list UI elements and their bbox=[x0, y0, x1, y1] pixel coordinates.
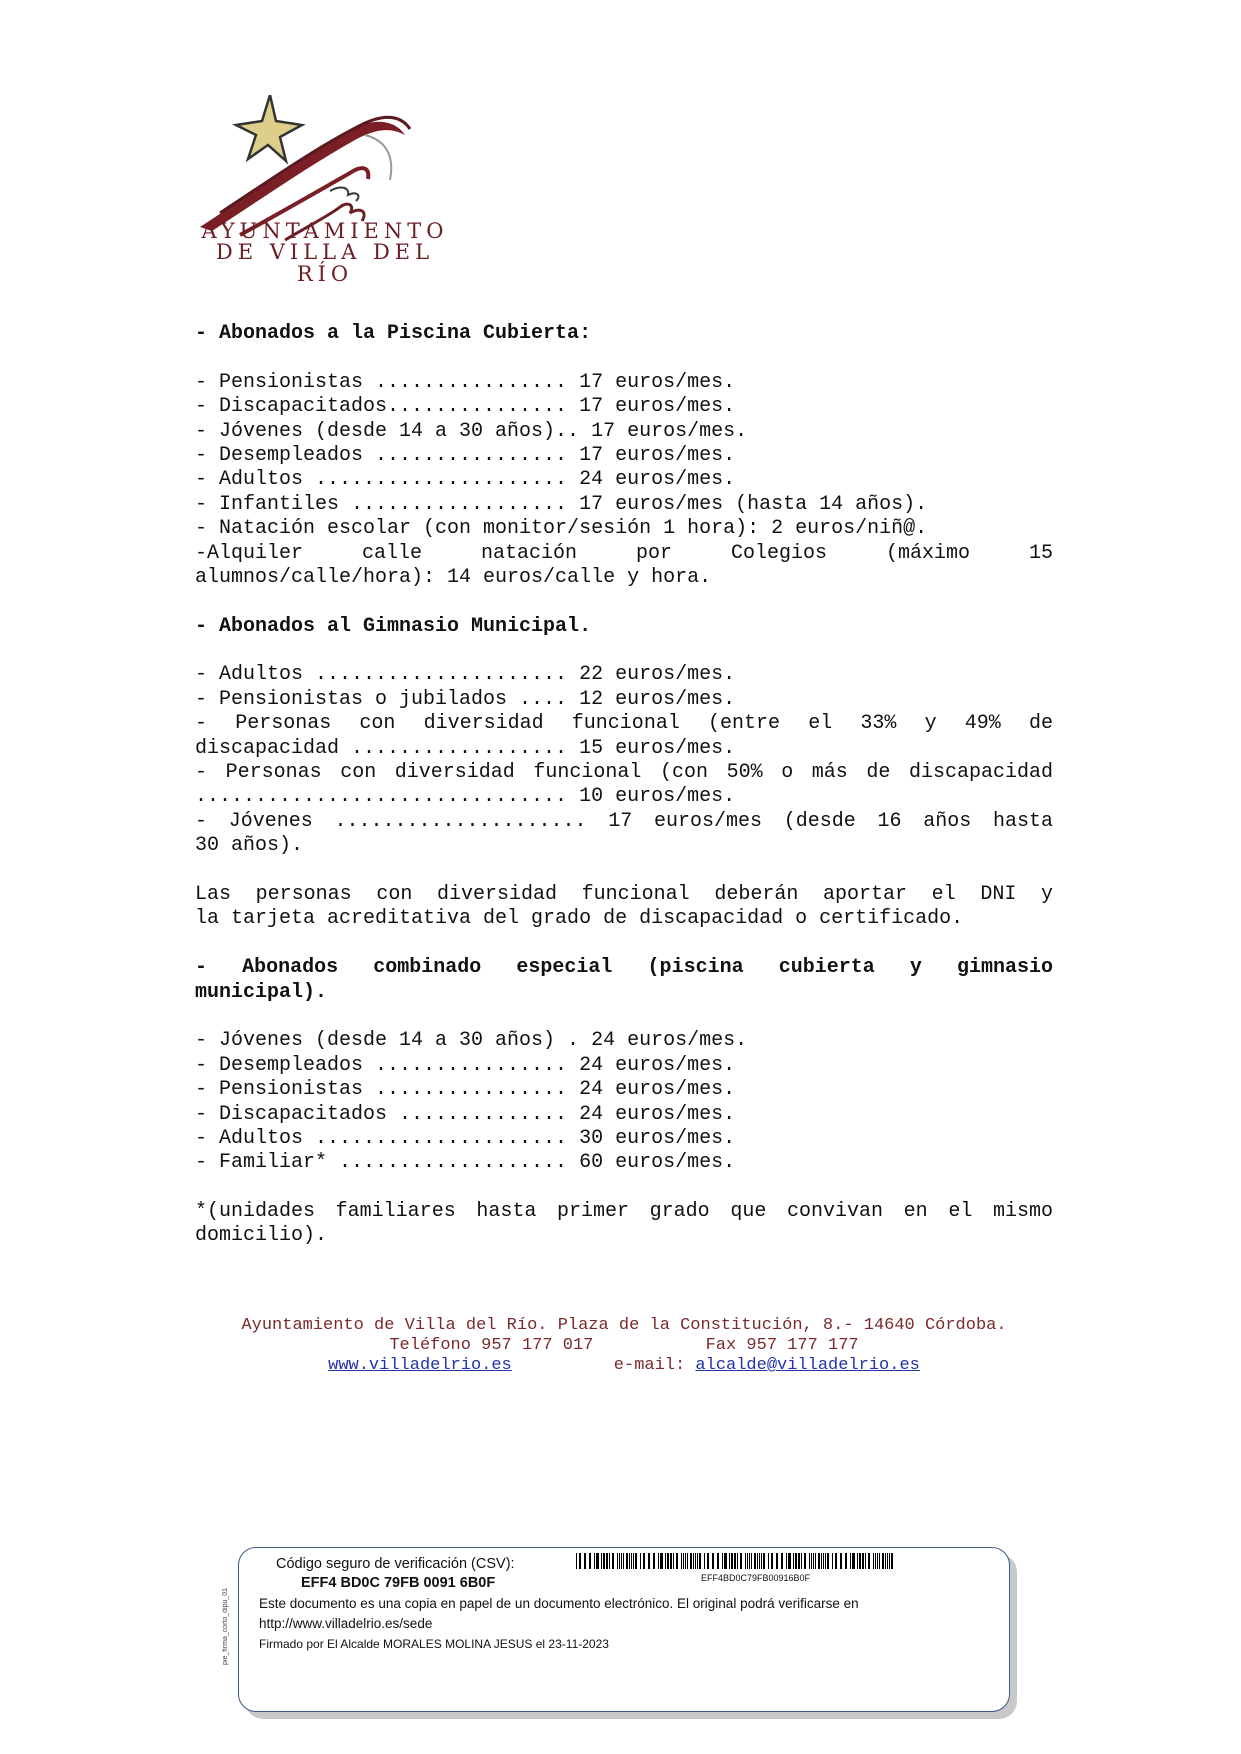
barcode-bar bbox=[712, 1553, 714, 1569]
barcode-bar bbox=[740, 1553, 742, 1569]
barcode-bar bbox=[873, 1553, 874, 1569]
text-line: la tarjeta acreditativa del grado de discapacidad o certificado. bbox=[195, 907, 964, 931]
text-line: domicilio). bbox=[195, 1224, 328, 1248]
barcode-bar bbox=[754, 1553, 756, 1569]
barcode-bar bbox=[788, 1553, 791, 1569]
barcode-bar bbox=[795, 1553, 797, 1569]
email-link[interactable]: alcalde@villadelrio.es bbox=[695, 1356, 920, 1375]
barcode-bar bbox=[835, 1553, 837, 1569]
text-line: discapacidad .................. 15 euros/mes. bbox=[195, 736, 736, 760]
footer-contact-line bbox=[195, 1336, 1053, 1356]
barcode-bar bbox=[643, 1553, 645, 1569]
barcode-bar bbox=[579, 1553, 581, 1569]
blank-line bbox=[195, 590, 1053, 614]
barcode-bar bbox=[761, 1553, 762, 1569]
barcode-bar bbox=[658, 1553, 659, 1569]
barcode-bar bbox=[665, 1553, 666, 1569]
barcode-bar bbox=[717, 1553, 719, 1569]
barcode-bar bbox=[840, 1553, 842, 1569]
csv-code: EFF4 BD0C 79FB 0091 6B0F bbox=[301, 1575, 496, 1591]
barcode-bar bbox=[818, 1553, 820, 1569]
barcode-bar bbox=[707, 1553, 709, 1569]
barcode-bar bbox=[885, 1553, 886, 1569]
barcode-bar bbox=[875, 1553, 876, 1569]
website-link[interactable]: www.villadelrio.es bbox=[328, 1356, 512, 1375]
csv-signed-by: Firmado por El Alcalde MORALES MOLINA JESUS el 23-11-2023 bbox=[259, 1637, 609, 1651]
blank-line bbox=[195, 859, 1053, 883]
barcode-bar bbox=[889, 1553, 890, 1569]
barcode-text: EFF4BD0C79FB00916B0F bbox=[701, 1573, 811, 1583]
barcode-bar bbox=[745, 1553, 746, 1569]
barcode-bar bbox=[827, 1553, 829, 1569]
barcode-bar bbox=[724, 1553, 727, 1569]
barcode-bar bbox=[704, 1553, 705, 1569]
barcode-bar bbox=[882, 1553, 884, 1569]
barcode-bar bbox=[793, 1553, 794, 1569]
text-line: - Discapacitados............... 17 euros/mes. bbox=[195, 395, 736, 419]
barcode-bar bbox=[660, 1553, 663, 1569]
barcode-bar bbox=[852, 1553, 855, 1569]
barcode-bar bbox=[859, 1553, 861, 1569]
document-body bbox=[195, 322, 1053, 1249]
barcode-bar bbox=[603, 1553, 605, 1569]
barcode-bar bbox=[690, 1553, 692, 1569]
csv-notice: Este documento es una copia en papel de un documento electrónico. El original podrá verificarse en bbox=[259, 1596, 859, 1611]
barcode-bar bbox=[751, 1553, 752, 1569]
barcode-bar bbox=[813, 1553, 814, 1569]
logo-text-line1: AYUNTAMIENTO bbox=[201, 219, 449, 243]
text-line: - Abonados combinado especial (piscina cubierta y gimnasio bbox=[195, 956, 1053, 980]
barcode-bar bbox=[606, 1553, 608, 1569]
text-line: - Jóvenes (desde 14 a 30 años).. 17 euros/mes. bbox=[195, 419, 748, 443]
text-line: - Pensionistas ................ 17 euros/mes. bbox=[195, 370, 736, 394]
barcode-bar bbox=[635, 1553, 637, 1569]
barcode-bar bbox=[865, 1553, 866, 1569]
barcode-bar bbox=[763, 1553, 765, 1569]
text-line: - Pensionistas ................ 24 euros/mes. bbox=[195, 1078, 736, 1102]
barcode-bar bbox=[786, 1553, 787, 1569]
barcode-bar bbox=[681, 1553, 682, 1569]
footer-phone: Teléfono 957 177 017 bbox=[389, 1336, 594, 1355]
barcode-bar bbox=[868, 1553, 870, 1569]
barcode-bar bbox=[667, 1553, 669, 1569]
barcode-bar bbox=[734, 1553, 736, 1569]
text-line: - Adultos ..................... 24 euros/mes. bbox=[195, 468, 736, 492]
barcode-bar bbox=[862, 1553, 864, 1569]
blank-line bbox=[195, 932, 1053, 956]
text-line: - Discapacitados .............. 24 euros/mes. bbox=[195, 1102, 736, 1126]
barcode-bar bbox=[584, 1553, 586, 1569]
barcode-bar bbox=[747, 1553, 748, 1569]
barcode-bar bbox=[576, 1553, 577, 1569]
barcode-bar bbox=[809, 1553, 810, 1569]
barcode-bar bbox=[699, 1553, 701, 1569]
barcode-bar bbox=[804, 1553, 806, 1569]
barcode-bar bbox=[798, 1553, 800, 1569]
barcode-bar bbox=[891, 1553, 893, 1569]
csv-verification-box bbox=[238, 1547, 1010, 1712]
barcode-bar bbox=[619, 1553, 620, 1569]
barcode-bar bbox=[685, 1553, 686, 1569]
text-line: *(unidades familiares hasta primer grado que convivan en el mismo bbox=[195, 1200, 1053, 1224]
barcode-bar bbox=[653, 1553, 655, 1569]
barcode-bar bbox=[623, 1553, 624, 1569]
barcode-bar bbox=[687, 1553, 688, 1569]
text-line: - Adultos ..................... 30 euros/mes. bbox=[195, 1126, 736, 1150]
text-line: municipal). bbox=[195, 980, 328, 1004]
text-line: - Pensionistas o jubilados .... 12 euros/mes. bbox=[195, 687, 736, 711]
text-line: - Abonados a la Piscina Cubierta: bbox=[195, 322, 592, 345]
barcode-bar bbox=[737, 1553, 738, 1569]
csv-label: Código seguro de verificación (CSV): bbox=[276, 1556, 515, 1572]
barcode-bar bbox=[815, 1553, 816, 1569]
barcode-bar bbox=[768, 1553, 769, 1569]
barcode-bar bbox=[697, 1553, 698, 1569]
barcode-bar bbox=[601, 1553, 602, 1569]
text-line: - Natación escolar (con monitor/sesión 1 hora): 2 euros/niñ@. bbox=[195, 517, 928, 541]
barcode-bar bbox=[811, 1553, 812, 1569]
text-line: -Alquiler calle natación por Colegios (máximo 15 bbox=[195, 541, 1053, 565]
barcode-bar bbox=[612, 1553, 614, 1569]
email-label: e-mail: bbox=[613, 1356, 696, 1375]
municipal-logo bbox=[190, 95, 460, 285]
barcode-bar bbox=[887, 1553, 888, 1569]
barcode-bar bbox=[676, 1553, 678, 1569]
barcode-bar bbox=[845, 1553, 847, 1569]
text-line: - Personas con diversidad funcional (entre el 33% y 49% de bbox=[195, 712, 1053, 736]
text-line: - Abonados al Gimnasio Municipal. bbox=[195, 614, 592, 638]
barcode-bar bbox=[771, 1553, 773, 1569]
blank-line bbox=[195, 1005, 1053, 1029]
barcode-bar bbox=[850, 1553, 851, 1569]
barcode-bar bbox=[695, 1553, 696, 1569]
barcode-bar bbox=[594, 1553, 595, 1569]
csv-url: http://www.villadelrio.es/sede bbox=[259, 1616, 433, 1631]
text-line: alumnos/calle/hora): 14 euros/calle y hora. bbox=[195, 565, 712, 589]
barcode-bar bbox=[617, 1553, 618, 1569]
text-line: - Personas con diversidad funcional (con 50% o más de discapacidad bbox=[195, 761, 1053, 785]
barcode-bar bbox=[757, 1553, 758, 1569]
text-line: 30 años). bbox=[195, 834, 304, 858]
text-line: ............................... 10 euros/mes. bbox=[195, 785, 736, 809]
barcode-bar bbox=[729, 1553, 730, 1569]
barcode-bar bbox=[596, 1553, 599, 1569]
letterhead-footer bbox=[195, 1316, 1053, 1376]
barcode-bar bbox=[640, 1553, 641, 1569]
barcode-icon bbox=[576, 1553, 936, 1569]
text-line: - Jóvenes ..................... 17 euros/mes (desde 16 años hasta bbox=[195, 809, 1053, 833]
text-line: - Desempleados ................ 24 euros/mes. bbox=[195, 1053, 736, 1077]
barcode-bar bbox=[801, 1553, 802, 1569]
barcode-bar bbox=[626, 1553, 628, 1569]
barcode-bar bbox=[877, 1553, 878, 1569]
barcode-bar bbox=[631, 1553, 632, 1569]
barcode-bar bbox=[781, 1553, 783, 1569]
side-form-code: pie_firma_corto_dipu_01 bbox=[222, 1587, 229, 1665]
text-line: - Infantiles .................. 17 euros/mes (hasta 14 años). bbox=[195, 492, 928, 516]
barcode-bar bbox=[648, 1553, 650, 1569]
barcode-bar bbox=[693, 1553, 694, 1569]
blank-line bbox=[195, 639, 1053, 663]
barcode-bar bbox=[629, 1553, 630, 1569]
barcode-bar bbox=[683, 1553, 684, 1569]
text-line: - Adultos ..................... 22 euros/mes. bbox=[195, 663, 736, 687]
barcode-bar bbox=[821, 1553, 822, 1569]
barcode-bar bbox=[722, 1553, 723, 1569]
logo-text-line2: DE VILLA DEL RÍO bbox=[215, 240, 435, 286]
barcode-bar bbox=[609, 1553, 610, 1569]
barcode-bar bbox=[832, 1553, 833, 1569]
footer-address: Ayuntamiento de Villa del Río. Plaza de la Constitución, 8.- 14640 Córdoba. bbox=[241, 1316, 1007, 1335]
barcode-bar bbox=[589, 1553, 591, 1569]
text-line: - Jóvenes (desde 14 a 30 años) . 24 euros/mes. bbox=[195, 1029, 748, 1053]
footer-fax: Fax 957 177 177 bbox=[705, 1336, 859, 1355]
barcode-bar bbox=[825, 1553, 826, 1569]
blank-line bbox=[195, 346, 1053, 370]
barcode-bar bbox=[633, 1553, 634, 1569]
barcode-bar bbox=[857, 1553, 858, 1569]
barcode-bar bbox=[823, 1553, 824, 1569]
blank-line bbox=[195, 1176, 1053, 1200]
barcode-bar bbox=[621, 1553, 622, 1569]
barcode-bar bbox=[776, 1553, 778, 1569]
barcode-bar bbox=[731, 1553, 733, 1569]
barcode-bar bbox=[670, 1553, 672, 1569]
text-line: - Desempleados ................ 17 euros/mes. bbox=[195, 443, 736, 467]
text-line: Las personas con diversidad funcional deberán aportar el DNI y bbox=[195, 882, 1053, 906]
barcode-bar bbox=[879, 1553, 880, 1569]
barcode-bar bbox=[749, 1553, 750, 1569]
footer-web-line bbox=[195, 1356, 1053, 1376]
barcode-bar bbox=[673, 1553, 674, 1569]
text-line: - Familiar* ................... 60 euros/mes. bbox=[195, 1151, 736, 1175]
barcode-bar bbox=[759, 1553, 760, 1569]
